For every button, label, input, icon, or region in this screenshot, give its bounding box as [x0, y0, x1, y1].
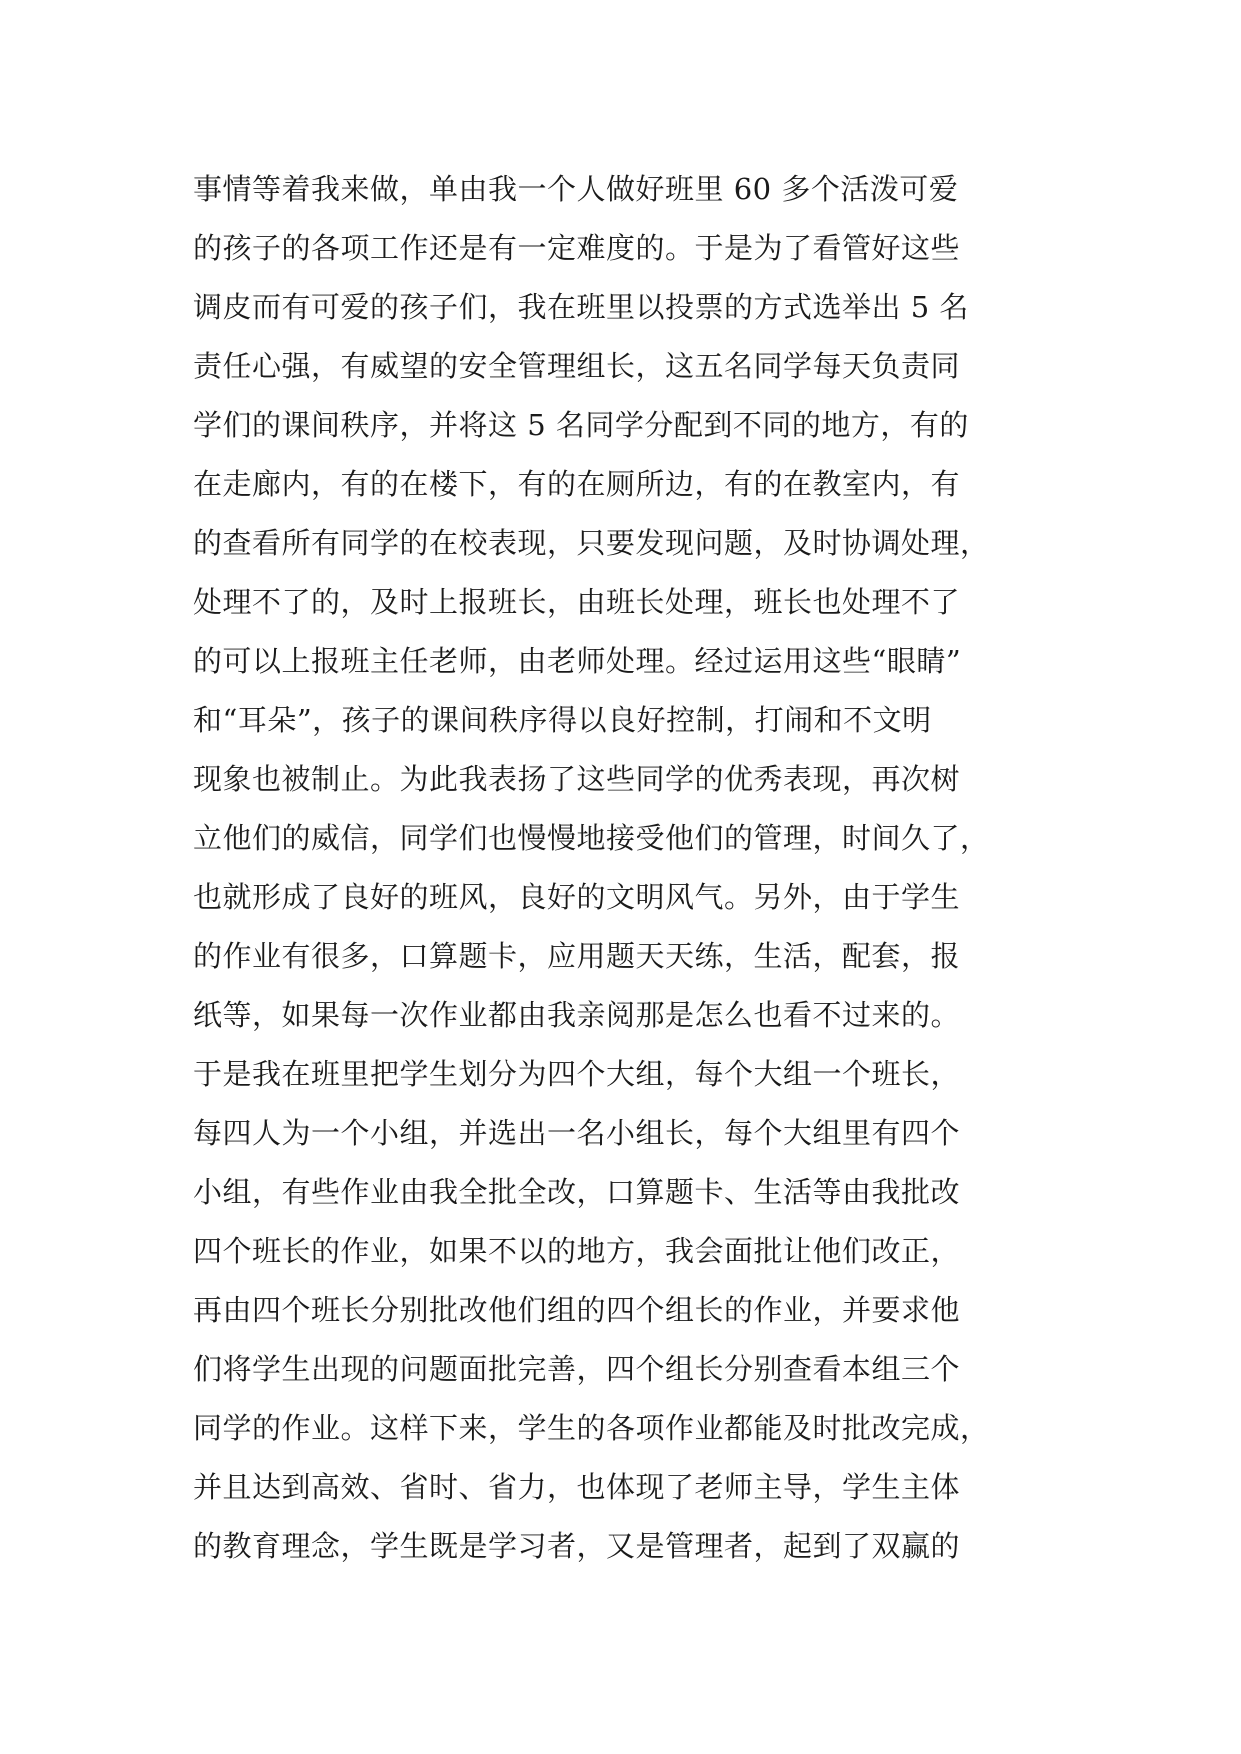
text-line: 再由四个班长分别批改他们组的四个组长的作业，并要求他 — [193, 1293, 961, 1327]
text-line: 并且达到高效、省时、省力，也体现了老师主导，学生主体 — [193, 1470, 961, 1504]
text-line: 的孩子的各项工作还是有一定难度的。于是为了看管好这些 — [193, 231, 961, 265]
text-line: 现象也被制止。为此我表扬了这些同学的优秀表现，再次树 — [193, 762, 961, 796]
text-line: 同学的作业。这样下来，学生的各项作业都能及时批改完成， — [193, 1411, 990, 1445]
text-line: 事情等着我来做，单由我一个人做好班里 60 多个活泼可爱 — [193, 172, 959, 206]
text-line: 的作业有很多，口算题卡，应用题天天练，生活，配套，报 — [193, 939, 961, 973]
text-line: 四个班长的作业，如果不以的地方，我会面批让他们改正， — [193, 1234, 961, 1268]
text-line: 的查看所有同学的在校表现，只要发现问题，及时协调处理， — [193, 526, 990, 560]
text-line: 处理不了的，及时上报班长，由班长处理，班长也处理不了 — [193, 585, 961, 619]
text-line: 学们的课间秩序，并将这 5 名同学分配到不同的地方，有的 — [193, 408, 969, 442]
text-line: 于是我在班里把学生划分为四个大组，每个大组一个班长， — [193, 1057, 961, 1091]
text-line: 们将学生出现的问题面批完善，四个组长分别查看本组三个 — [193, 1352, 961, 1386]
text-line: 责任心强，有威望的安全管理组长，这五名同学每天负责同 — [193, 349, 961, 383]
text-line: 调皮而有可爱的孩子们，我在班里以投票的方式选举出 5 名 — [193, 290, 969, 324]
text-line: 的可以上报班主任老师，由老师处理。经过运用这些“眼睛” — [193, 644, 962, 678]
body-text — [193, 160, 1063, 1576]
text-line: 在走廊内，有的在楼下，有的在厕所边，有的在教室内，有 — [193, 467, 961, 501]
text-line: 纸等，如果每一次作业都由我亲阅那是怎么也看不过来的。 — [193, 998, 961, 1032]
text-line: 每四人为一个小组，并选出一名小组长，每个大组里有四个 — [193, 1116, 961, 1150]
text-line: 也就形成了良好的班风，良好的文明风气。另外，由于学生 — [193, 880, 961, 914]
text-line: 小组，有些作业由我全批全改，口算题卡、生活等由我批改 — [193, 1175, 961, 1209]
text-line: 的教育理念，学生既是学习者，又是管理者，起到了双赢的 — [193, 1529, 961, 1563]
text-line: 立他们的威信，同学们也慢慢地接受他们的管理，时间久了， — [193, 821, 990, 855]
text-line: 和“耳朵”，孩子的课间秩序得以良好控制，打闹和不文明 — [193, 703, 932, 737]
